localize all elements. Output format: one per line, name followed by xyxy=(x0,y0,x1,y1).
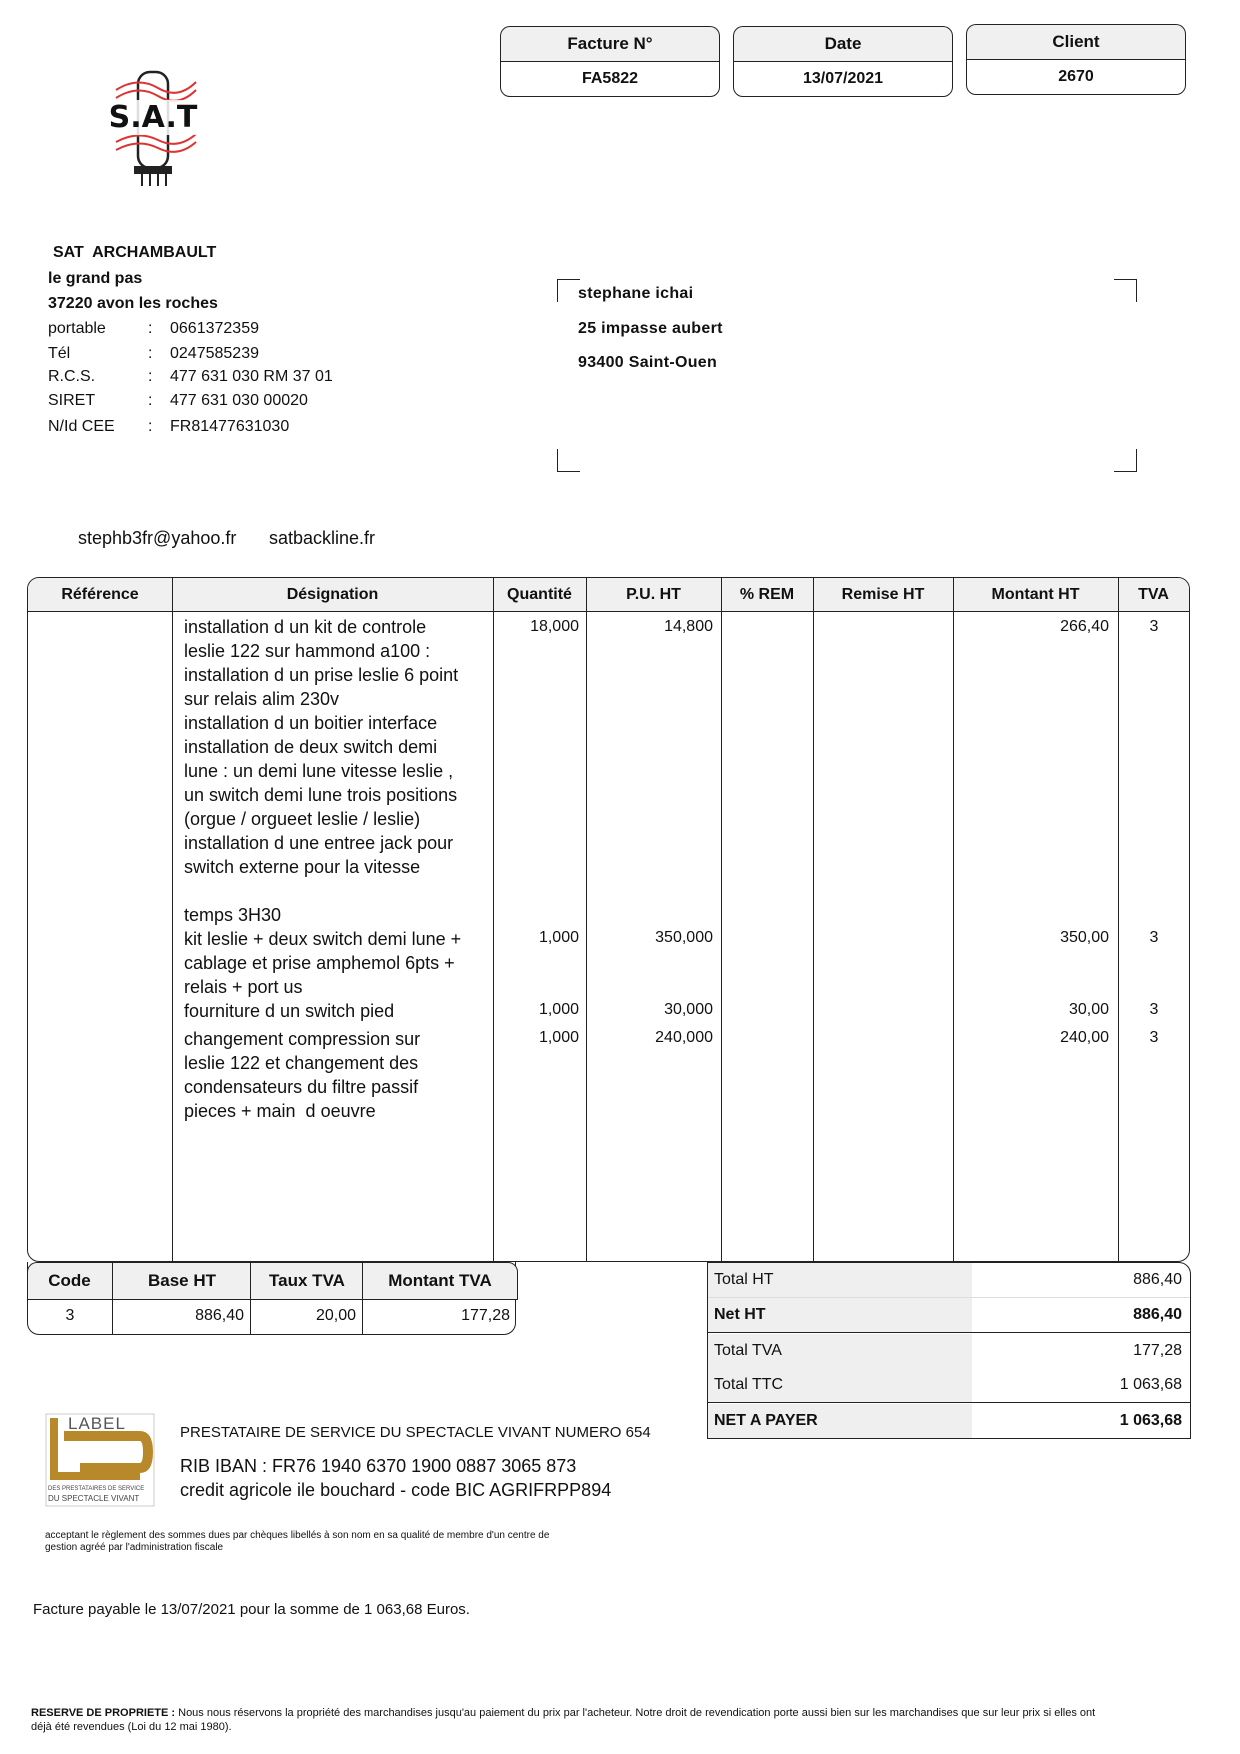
address-corner-tr xyxy=(1114,279,1137,302)
detail-label: N/Id CEE xyxy=(48,418,115,435)
detail-value: 0247585239 xyxy=(170,345,259,362)
designation-line: cablage et prise amphemol 6pts + xyxy=(184,953,455,973)
designation-line: fourniture d un switch pied xyxy=(184,1001,395,1021)
total-ht-label: Total HT xyxy=(714,1271,774,1288)
tva-code: 3 xyxy=(65,1307,75,1324)
designation-line: condensateurs du filtre passif xyxy=(184,1077,419,1097)
tva-header-base: Base HT xyxy=(112,1262,251,1300)
detail-value: 477 631 030 00020 xyxy=(170,392,308,409)
column-divider xyxy=(172,578,173,1261)
designation-line: sur relais alim 230v xyxy=(184,689,340,709)
cheques-note-line: gestion agréé par l'administration fiscale xyxy=(45,1542,224,1553)
cheques-note xyxy=(45,1530,549,1554)
header-discount-pct: % REM xyxy=(739,585,795,603)
detail-label: R.C.S. xyxy=(48,368,96,385)
total-tva-label: Total TVA xyxy=(714,1342,782,1359)
date-label: Date xyxy=(733,26,953,61)
row-quantity: 18,000 xyxy=(530,618,579,635)
designation-line: installation d un prise leslie 6 point xyxy=(184,665,459,685)
designation-line: leslie 122 et changement des xyxy=(184,1053,419,1073)
row-tva: 3 xyxy=(1149,1029,1159,1046)
net-a-payer-row xyxy=(708,1404,1190,1438)
row-tva: 3 xyxy=(1149,618,1159,635)
detail-value: FR81477631030 xyxy=(170,418,290,435)
header-designation: Désignation xyxy=(286,585,379,603)
row-tva: 3 xyxy=(1149,1001,1159,1018)
label-logo-title: LABEL xyxy=(68,1414,126,1433)
date-box xyxy=(733,26,953,98)
header-quantity: Quantité xyxy=(507,585,572,603)
row-unit-price: 350,000 xyxy=(655,929,713,946)
detail-sep: : xyxy=(148,418,153,435)
reserve-line xyxy=(31,1706,1211,1720)
invoice-number-value: FA5822 xyxy=(500,61,720,97)
invoice-number-label: Facture N° xyxy=(500,26,720,61)
address-corner-br xyxy=(1114,449,1137,472)
invoice-lines-table xyxy=(27,577,1190,1262)
row-quantity: 1,000 xyxy=(538,1029,579,1046)
company-name: SAT ARCHAMBAULT xyxy=(53,244,217,261)
detail-sep: : xyxy=(148,392,153,409)
recipient-street: 25 impasse aubert xyxy=(578,320,723,337)
prestataire-text: PRESTATAIRE DE SERVICE DU SPECTACLE VIVANT NUMERO 654 xyxy=(180,1424,651,1441)
designation-line: temps 3H30 xyxy=(184,905,282,925)
row-amount: 350,00 xyxy=(1060,929,1109,946)
row-unit-price: 240,000 xyxy=(655,1029,713,1046)
detail-label: SIRET xyxy=(48,392,96,409)
designation-line: relais + port us xyxy=(184,977,303,997)
designation-line: un switch demi lune trois positions xyxy=(184,785,458,805)
column-divider xyxy=(493,578,494,1261)
logo-text: S.A.T xyxy=(106,100,200,135)
header-unit-price: P.U. HT xyxy=(626,585,681,603)
reserve-label: RESERVE DE PROPRIETE : xyxy=(31,1707,176,1719)
total-ttc-value: 1 063,68 xyxy=(1119,1376,1182,1393)
label-logo-line2: DU SPECTACLE VIVANT xyxy=(48,1494,140,1503)
row-quantity: 1,000 xyxy=(538,1001,579,1018)
designation-line: (orgue / orgueet leslie / leslie) xyxy=(184,809,421,829)
rib-text: RIB IBAN : FR76 1940 6370 1900 0887 3065 873 xyxy=(180,1456,577,1476)
designation-line: installation d un boitier interface xyxy=(184,713,438,733)
row-unit-price: 14,800 xyxy=(664,618,713,635)
net-ht-row xyxy=(708,1298,1190,1333)
detail-value: 0661372359 xyxy=(170,320,259,337)
total-ht-row xyxy=(708,1263,1190,1298)
net-ht-label: Net HT xyxy=(714,1306,766,1323)
company-city: 37220 avon les roches xyxy=(48,295,218,312)
net-ht-value: 886,40 xyxy=(1133,1306,1182,1323)
column-divider xyxy=(953,578,954,1261)
bank-text: credit agricole ile bouchard - code BIC AGRIFRPP894 xyxy=(180,1480,612,1500)
column-divider xyxy=(586,578,587,1261)
label-logo-line1: DES PRESTATAIRES DE SERVICE xyxy=(48,1486,145,1492)
total-ttc-label: Total TTC xyxy=(714,1376,784,1393)
tva-montant: 177,28 xyxy=(461,1307,510,1324)
row-amount: 30,00 xyxy=(1068,1001,1109,1018)
address-corner-bl xyxy=(557,449,580,472)
row-unit-price: 30,000 xyxy=(664,1001,713,1018)
net-a-payer-label: NET A PAYER xyxy=(714,1412,818,1429)
designation-line: installation de deux switch demi xyxy=(184,737,438,757)
client-label: Client xyxy=(966,24,1186,59)
client-box xyxy=(966,24,1186,96)
column-divider xyxy=(1118,578,1119,1261)
designation-line: installation d une entree jack pour xyxy=(184,833,454,853)
company-street: le grand pas xyxy=(48,270,143,287)
cheques-note-line: acceptant le règlement des sommes dues par chèques libellés à son nom en sa qualité de membre d'un centre de xyxy=(45,1530,550,1541)
tva-summary-table xyxy=(27,1262,516,1335)
total-tva-row xyxy=(708,1334,1190,1368)
tva-header-montant: Montant TVA xyxy=(362,1262,518,1300)
detail-label: portable xyxy=(48,320,106,337)
designation-line: leslie 122 sur hammond a100 : xyxy=(184,641,431,661)
row-quantity: 1,000 xyxy=(538,929,579,946)
sat-logo xyxy=(108,68,198,188)
designation-line: pieces + main d oeuvre xyxy=(184,1101,376,1121)
row-amount: 266,40 xyxy=(1060,618,1109,635)
company-email: stephb3fr@yahoo.fr xyxy=(78,528,237,548)
reserve-text: Nous nous réservons la propriété des marchandises jusqu'au paiement du prix par l'acheteur. Notre droit de revendication porte aussi bien sur les marchandises que sur leur prix si elles ont xyxy=(175,1707,1096,1719)
detail-value: 477 631 030 RM 37 01 xyxy=(170,368,333,385)
row-tva: 3 xyxy=(1149,929,1159,946)
header-tva: TVA xyxy=(1138,585,1169,603)
designation-line: switch externe pour la vitesse xyxy=(184,857,421,877)
column-divider xyxy=(721,578,722,1261)
header-amount-ht: Montant HT xyxy=(991,585,1080,603)
reserve-propriete xyxy=(31,1706,1211,1734)
net-a-payer-value: 1 063,68 xyxy=(1119,1412,1182,1429)
detail-sep: : xyxy=(148,368,153,385)
detail-sep: : xyxy=(148,320,153,337)
tva-taux: 20,00 xyxy=(315,1307,356,1324)
company-website: satbackline.fr xyxy=(269,528,376,548)
recipient-city: 93400 Saint-Ouen xyxy=(578,354,718,371)
reserve-line: déjà été revendues (Loi du 12 mai 1980). xyxy=(31,1721,232,1733)
header-discount-ht: Remise HT xyxy=(841,585,925,603)
address-corner-tl xyxy=(557,279,580,302)
designation-line: installation d un kit de controle xyxy=(184,617,427,637)
tva-base: 886,40 xyxy=(195,1307,244,1324)
row-amount: 240,00 xyxy=(1060,1029,1109,1046)
tva-header-taux: Taux TVA xyxy=(250,1262,363,1300)
header-reference: Référence xyxy=(61,585,139,603)
designation-line: kit leslie + deux switch demi lune + xyxy=(184,929,462,949)
designation-line: changement compression sur xyxy=(184,1029,421,1049)
designation-line: lune : un demi lune vitesse leslie , xyxy=(184,761,454,781)
payable-text: Facture payable le 13/07/2021 pour la somme de 1 063,68 Euros. xyxy=(33,1601,470,1618)
totals-box xyxy=(707,1262,1191,1439)
client-value: 2670 xyxy=(966,59,1186,95)
total-ttc-row xyxy=(708,1368,1190,1403)
total-ht-value: 886,40 xyxy=(1133,1271,1182,1288)
invoice-number-box xyxy=(500,26,720,98)
total-tva-value: 177,28 xyxy=(1133,1342,1182,1359)
date-value: 13/07/2021 xyxy=(733,61,953,97)
column-divider xyxy=(813,578,814,1261)
detail-sep: : xyxy=(148,345,153,362)
detail-label: Tél xyxy=(48,345,71,362)
recipient-name: stephane ichai xyxy=(578,285,694,302)
tva-header-code: Code xyxy=(27,1262,112,1300)
label-logo xyxy=(44,1412,156,1508)
